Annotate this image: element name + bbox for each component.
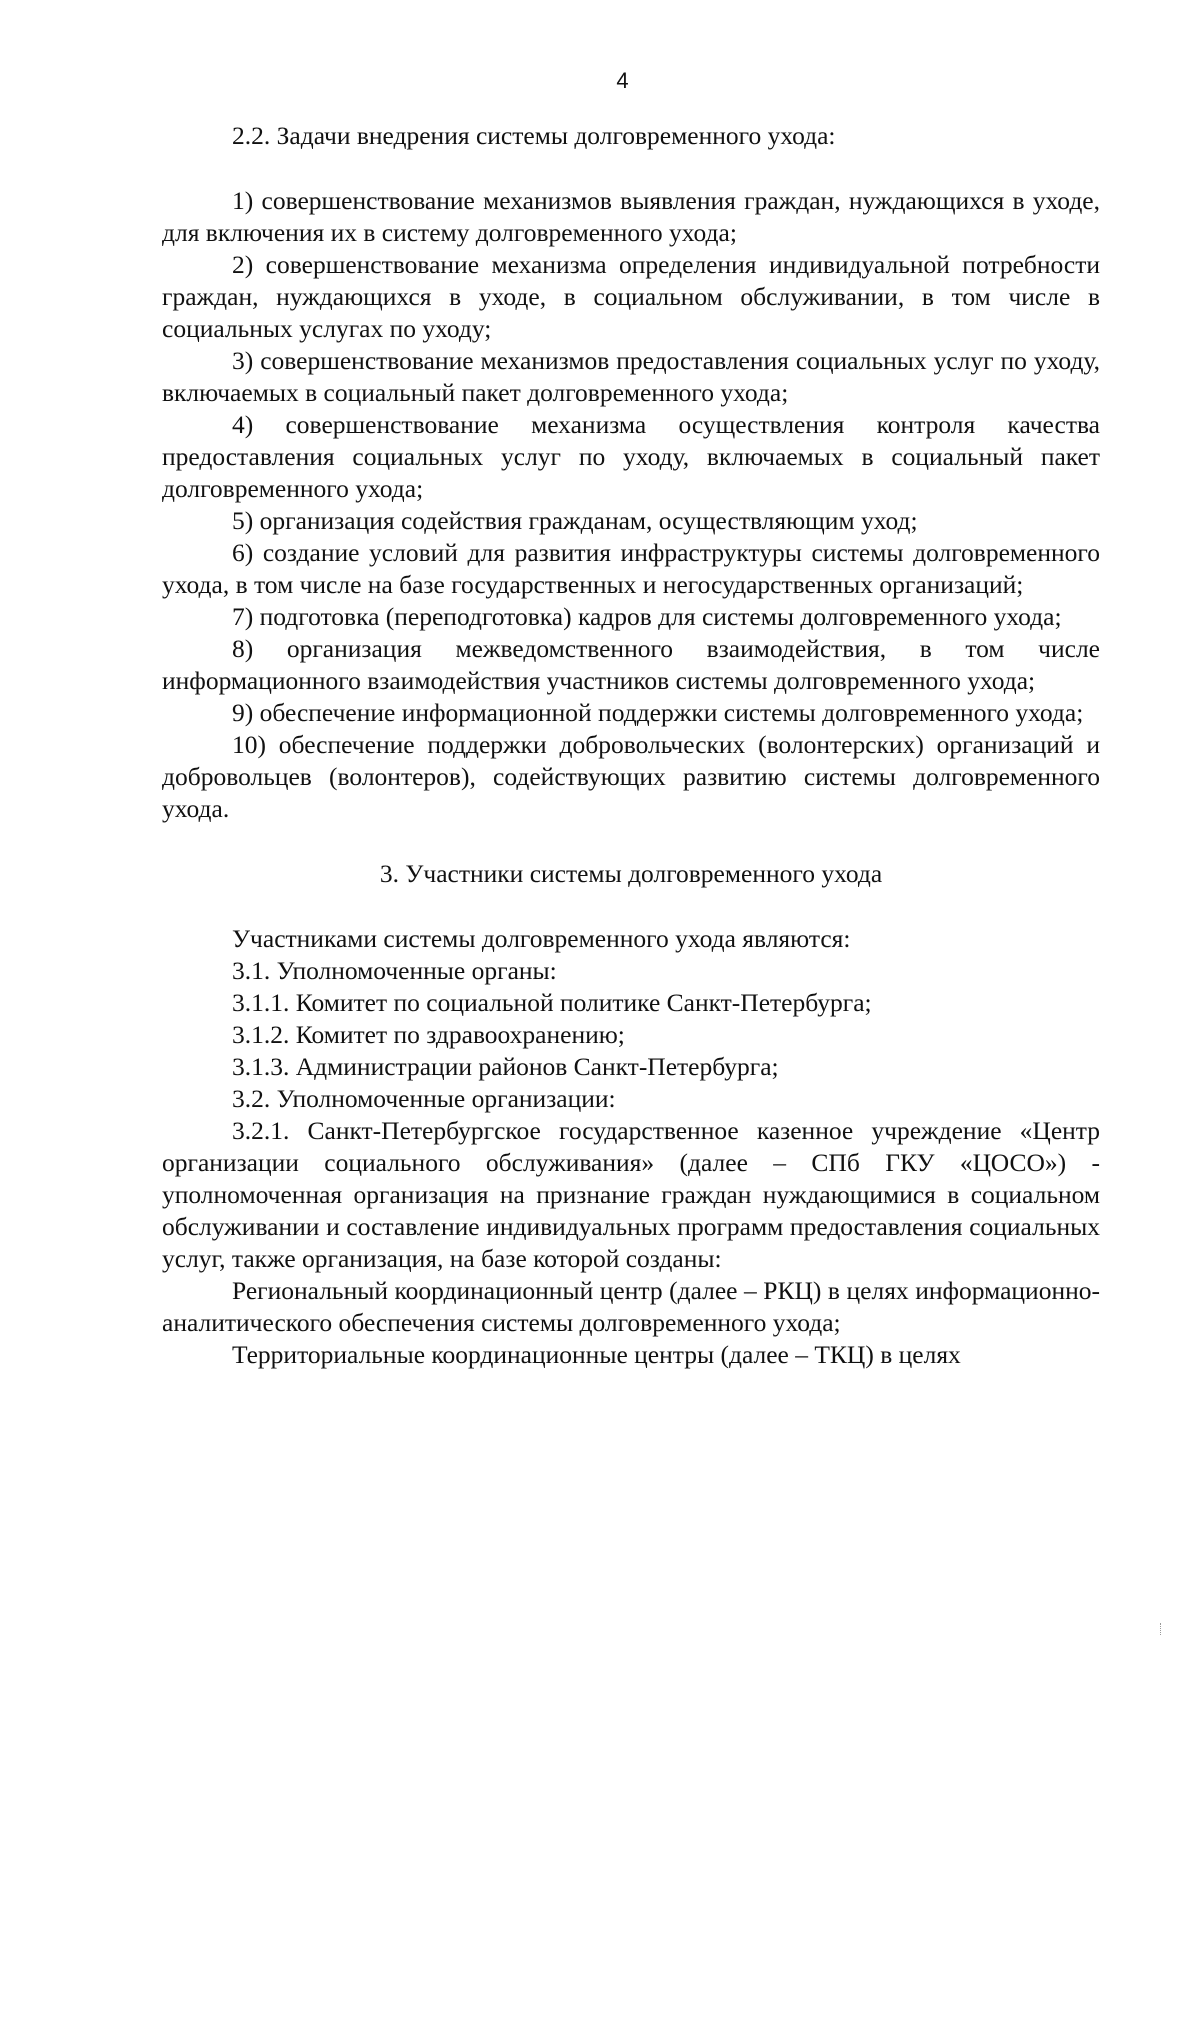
task-item-8: 8) организация межведомственного взаимодействия, в том числе информационного взаимодействия участников системы долговременного ухода; [162, 634, 1100, 695]
authorized-organization-1: 3.2.1. Санкт-Петербургское государственное казенное учреждение «Центр организации социального обслуживания» (далее – СПб ГКУ «ЦОСО») - уполномоченная организация на признание граждан нуждающимися в социальном обслуживании и составление индивидуальных программ предоставления социальных услуг, также организация, на базе которой созданы: [162, 1116, 1100, 1273]
page-number: 4 [616, 68, 629, 93]
task-item-7: 7) подготовка (переподготовка) кадров для системы долговременного ухода; [232, 602, 1062, 631]
section-3-heading: 3. Участники системы долговременного ухода [379, 859, 883, 888]
authorized-body-1: 3.1.1. Комитет по социальной политике Санкт-Петербурга; [232, 988, 872, 1017]
territorial-centers-paragraph: Территориальные координационные центры (далее – ТКЦ) в целях [232, 1340, 961, 1369]
task-item-4: 4) совершенствование механизма осуществления контроля качества предоставления социальных услуг по уходу, включаемых в социальный пакет долговременного ухода; [162, 410, 1100, 503]
spacer [162, 152, 1100, 185]
task-item-9: 9) обеспечение информационной поддержки системы долговременного ухода; [232, 698, 1084, 727]
task-item-1: 1) совершенствование механизмов выявления граждан, нуждающихся в уходе, для включения их в систему долговременного ухода; [162, 186, 1100, 247]
task-item-6: 6) создание условий для развития инфраструктуры системы долговременного ухода, в том числе на базе государственных и негосударственных организаций; [162, 538, 1100, 599]
document-body [162, 120, 1100, 1371]
spacer [162, 890, 1100, 923]
authorized-body-2: 3.1.2. Комитет по здравоохранению; [232, 1020, 625, 1049]
task-item-3: 3) совершенствование механизмов предоставления социальных услуг по уходу, включаемых в социальный пакет долговременного ухода; [162, 346, 1100, 407]
scan-mark [1160, 1623, 1163, 1635]
regional-center-paragraph: Региональный координационный центр (далее – РКЦ) в целях информационно-аналитического обеспечения системы долговременного ухода; [162, 1276, 1100, 1337]
authorized-bodies-heading: 3.1. Уполномоченные органы: [232, 956, 557, 985]
spacer [162, 825, 1100, 858]
authorized-body-3: 3.1.3. Администрации районов Санкт-Петербурга; [232, 1052, 779, 1081]
participants-intro: Участниками системы долговременного ухода являются: [232, 924, 851, 953]
task-item-2: 2) совершенствование механизма определения индивидуальной потребности граждан, нуждающихся в уходе, в социальном обслуживании, в том числе в социальных услугах по уходу; [162, 250, 1100, 343]
task-item-10: 10) обеспечение поддержки добровольческих (волонтерских) организаций и добровольцев (волонтеров), содействующих развитию системы долговременного ухода. [162, 730, 1100, 823]
task-item-5: 5) организация содействия гражданам, осуществляющим уход; [232, 506, 918, 535]
authorized-organizations-heading: 3.2. Уполномоченные организации: [232, 1084, 616, 1113]
section-2-2-heading: 2.2. Задачи внедрения системы долговременного ухода: [232, 121, 836, 150]
